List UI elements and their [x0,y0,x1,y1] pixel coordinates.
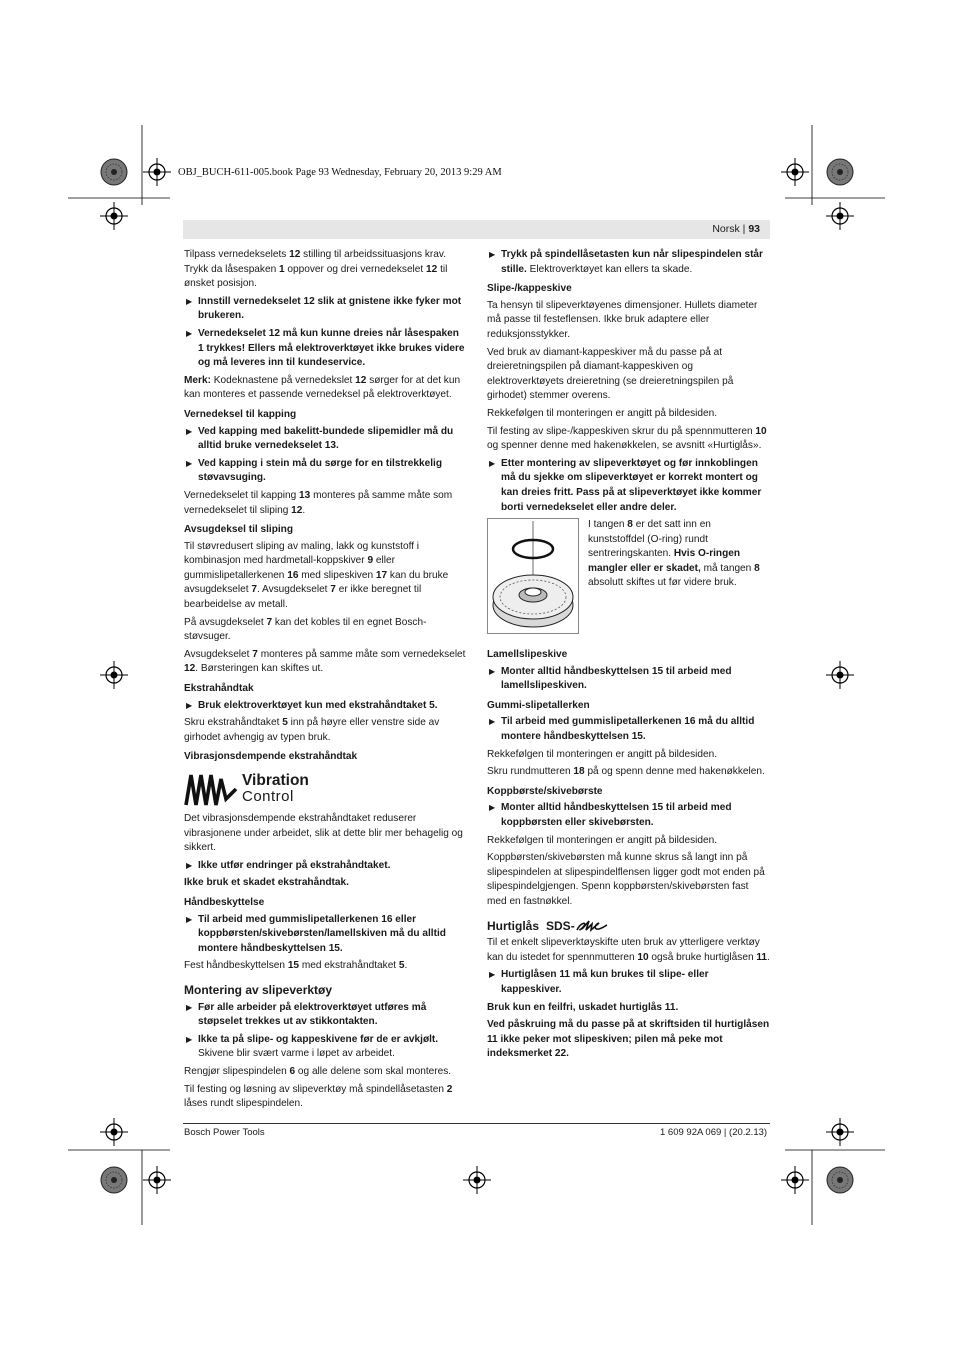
warning-bullet: ▶ Monter alltid håndbeskyttelsen 15 til arbeid med koppbørsten eller skivebørsten. [487,801,770,830]
corner-rosette-icon [101,159,127,185]
warning-bullet: ▶ Trykk på spindellåsetasten kun når slipespindelen står stille. Elektroverktøyet kan ellers ta skade. [487,248,770,277]
page-number: 93 [748,223,760,235]
oring-paragraph: I tangen 8 er det satt inn en kunststoffdel (O-ring) rundt sentreringskanten. Hvis O-ringen mangler eller er skadet, må tangen 8 absolutt skiftes ut før videre bruk. [588,519,760,589]
crosshair-icon [826,202,854,230]
corner-rosette-icon [827,159,853,185]
warning-bullet: ▶ Hurtiglåsen 11 må kun brukes til slipe- eller kappeskiver. [487,968,770,997]
crosshair-icon [100,1118,128,1146]
warning-bullet: ▶ Vernedekselet 12 må kun kunne dreies når låsespaken 1 trykkes! Ellers må elektroverktøyet ikke brukes videre og må leveres inn til kundeservice. [184,327,467,371]
hurtiglas-title: Hurtiglås [487,918,540,933]
clic-script-icon [575,920,609,932]
print-info-line: OBJ_BUCH-611-005.book Page 93 Wednesday, February 20, 2013 9:29 AM [178,167,502,178]
footer-rule [183,1123,770,1124]
footer-doc-number: 1 609 92A 069 | (20.2.13) [660,1127,768,1138]
paragraph: Ta hensyn til slipeverktøyenes dimensjoner. Hullets diameter må passe til festeflensen. Ikke bruk adaptere eller reduksjonsstykker. [487,299,758,340]
corner-rosette-icon [827,1167,853,1193]
warning-bullet: ▶ Ikke ta på slipe- og kappeskivene før de er avkjølt. Skivene blir svært varme i løpet av arbeidet. [184,1033,467,1062]
oring-disc-illustration [487,518,579,634]
note-paragraph: Merk: Kodeknastene på vernedekslet 12 sørger for at det kun kan monteres et passende vernedeksel på elektroverktøyet. [184,374,461,401]
section-heading: Vibrasjonsdempende ekstrahåndtak [184,751,358,763]
crosshair-icon [781,1166,809,1194]
paragraph: Avsugdekselet 7 monteres på samme måte som vernedekselet 12. Børsteringen kan skiftes ut. [184,648,466,675]
warning-bullet: ▶ Ved kapping i stein må du sørge for en tilstrekkelig støvavsuging. [184,457,467,486]
section-heading: Ekstrahåndtak [184,683,254,695]
warning-bullet: ▶ Før alle arbeider på elektroverktøyet utføres må støpselet trekkes ut av stikkontakten. [184,1001,467,1030]
paragraph: Fest håndbeskyttelsen 15 med ekstrahåndtaket 5. [184,960,408,972]
paragraph: Rekkefølgen til monteringen er angitt på bildesiden. [487,407,718,419]
right-column [487,248,770,1065]
chapter-heading [487,919,770,934]
paragraph: Til festing og løsning av slipeverktøy må spindellåsetasten 2 låses rundt slipespindelen. [184,1083,453,1110]
paragraph: Skru ekstrahåndtaket 5 inn på høyre eller venstre side av girhodet avhengig av typen bruk. [184,717,440,743]
section-heading: Håndbeskyttelse [184,896,265,908]
crosshair-icon [826,1118,854,1146]
vibration-logo-line1: Vibration [242,772,309,789]
header-language: Norsk [712,223,740,235]
sds-clic-logo: SDS- [546,919,609,934]
crosshair-icon [100,202,128,230]
section-heading: Koppbørste/skivebørste [487,785,603,797]
warning-bullet: ▶ Ikke utfør endringer på ekstrahåndtaket. [184,859,467,874]
header-text: Norsk | 93 [712,223,760,235]
warning-bullet: ▶ Innstill vernedekselet 12 slik at gnistene ikke fyker mot brukeren. [184,295,467,324]
footer-brand: Bosch Power Tools [184,1127,265,1138]
section-heading: Slipe-/kappeskive [487,283,572,295]
warning-bullet: ▶ Ved kapping med bakelitt-bundede slipemidler må du alltid bruke vernedekselet 13. [184,425,467,454]
warning-bullet: ▶ Bruk elektroverktøyet kun med ekstrahåndtaket 5. [184,699,467,714]
section-heading: Avsugdeksel til sliping [184,524,294,536]
crosshair-icon [143,158,171,186]
paragraph: Det vibrasjonsdempende ekstrahåndtaket reduserer vibrasjonene under arbeidet, slik at dette blir mer behagelig og sikkert. [184,813,463,854]
bold-paragraph: Bruk kun en feilfri, uskadet hurtiglås 11. [487,1001,679,1013]
paragraph: Skru rundmutteren 18 på og spenn denne med hakenøkkelen. [487,766,765,778]
crosshair-icon [781,158,809,186]
paragraph: Rekkefølgen til monteringen er angitt på bildesiden. [487,748,718,760]
paragraph: Til festing av slipe-/kappeskiven skrur du på spennmutteren 10 og spenner denne med hakenøkkelen, se avsnitt «Hurtiglås». [487,425,767,452]
crosshair-icon [143,1166,171,1194]
section-heading: Gummi-slipetallerken [487,699,590,711]
paragraph: Ved bruk av diamant-kappeskiver må du passe på at dreieretningspilen på diamant-kappeskiven og elektroverktøyets dreieretning (se dreieretningspilen på girhodet) stemmer overens. [487,346,734,402]
paragraph: På avsugdekselet 7 kan det kobles til en egnet Bosch-støvsuger. [184,616,427,643]
warning-bullet: ▶ Til arbeid med gummislipetallerkenen 16 eller koppbørsten/skivebørsten/lamellskiven må du alltid montere håndbeskyttelsen 15. [184,913,467,957]
bold-paragraph: Ved påskruing må du passe på at skriftsiden til hurtiglåsen 11 ikke peker mot slipeskiven; pilen må peke mot indeksmerket 22. [487,1019,770,1060]
bold-paragraph: Ikke bruk et skadet ekstrahåndtak. [184,877,349,889]
warning-bullet: ▶ Monter alltid håndbeskyttelsen 15 til arbeid med lamellslipeskiven. [487,665,770,694]
crosshair-icon [100,661,128,689]
section-heading: Vernedeksel til kapping [184,408,297,420]
chapter-heading: Montering av slipeverktøy [184,982,333,997]
crosshair-icon [463,1166,491,1194]
warning-bullet: ▶ Til arbeid med gummislipetallerkenen 16 må du alltid montere håndbeskyttelsen 15. [487,715,770,744]
warning-bullet: ▶ Etter montering av slipeverktøyet og før innkoblingen må du sjekke om slipeverktøyet er korrekt montert og kan dreies fritt. Pass på at slipeverktøyet ikke kommer borti vernedekselet eller andre deler. [487,457,770,515]
section-heading: Lamellslipeskive [487,649,568,661]
paragraph: Tilpass vernedekselets 12 stilling til arbeidssituasjons krav. Trykk da låsespaken 1 oppover og drei vernedekselet 12 til ønsket posisjon. [184,249,448,290]
paragraph: Koppbørsten/skivebørsten må kunne skrus så langt inn på slipespindelen at slipespindelflensen ligger godt mot enden på slipespindelgjengen. Spenn koppbørsten/skivebørsten fast med en fastnøkkel. [487,852,765,907]
paragraph: Vernedekselet til kapping 13 monteres på samme måte som vernedekselet til sliping 12. [184,489,453,516]
vibration-control-logo [184,767,467,811]
paragraph: Til et enkelt slipeverktøyskifte uten bruk av ytterligere verktøy kan du istedet for spennmutteren 10 også bruke hurtiglåsen 11. [487,937,770,963]
paragraph: Rengjør slipespindelen 6 og alle delene som skal monteres. [184,1065,452,1077]
oring-figure-block [487,518,770,634]
left-column [184,248,467,1115]
corner-rosette-icon [101,1167,127,1193]
vibration-logo-line2: Control [242,788,294,805]
vibration-wave-icon [184,769,238,809]
crosshair-icon [826,661,854,689]
paragraph: Til støvredusert sliping av maling, lakk og kunststoff i kombinasjon med hardmetall-koppskiver 9 eller gummislipetallerkenen 16 med slipeskiven 17 kan du bruke avsugdekselet 7. Avsugdekselet 7 er ikke beregnet til bearbeidelse av metall. [184,540,449,611]
paragraph: Rekkefølgen til monteringen er angitt på bildesiden. [487,834,718,846]
page-header [183,220,770,239]
